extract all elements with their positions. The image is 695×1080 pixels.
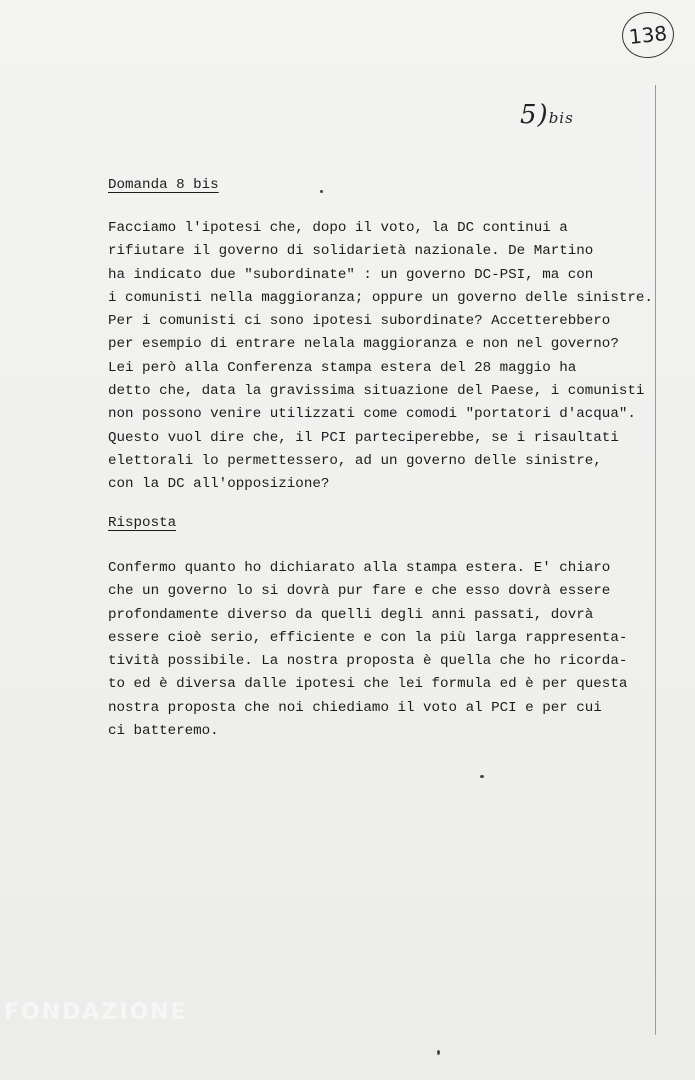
handwritten-note [520, 100, 574, 130]
text-line: Lei però alla Conferenza stampa estera del 28 maggio ha [108, 359, 577, 376]
text-line: nostra proposta che noi chiediamo il voto al PCI e per cui [108, 699, 602, 716]
speck [437, 1050, 440, 1055]
text-line: che un governo lo si dovrà pur fare e che esso dovrà essere [108, 583, 611, 600]
page-number-stamp [620, 9, 677, 60]
answer-paragraph [108, 557, 653, 743]
text-line: Questo vuol dire che, il PCI parteciperebbe, se i risaultati [108, 429, 619, 446]
text-line: i comunisti nella maggioranza; oppure un governo delle sinistre. [108, 289, 653, 306]
question-paragraph [108, 217, 653, 497]
text-line: Confermo quanto ho dichiarato alla stampa estera. E' chiaro [108, 560, 611, 576]
page-number: 138 [627, 21, 669, 49]
margin-rule [655, 85, 656, 1035]
question-heading: Domanda 8 bis [108, 177, 219, 193]
text-line: tività possibile. La nostra proposta è quella che ho ricorda- [108, 653, 628, 670]
text-line: profondamente diverso da quelli degli anni passati, dovrà [108, 606, 594, 623]
speck [480, 775, 484, 778]
text-line: ha indicato due "subordinate" : un governo DC-PSI, ma con [108, 266, 594, 283]
text-line: per esempio di entrare nelala maggioranza e non nel governo? [108, 336, 619, 353]
handwritten-note-main: 5) [520, 100, 549, 130]
text-line: detto che, data la gravissima situazione del Paese, i comunisti [108, 383, 645, 400]
text-line: essere cioè serio, efficiente e con la più larga rappresenta- [108, 629, 628, 646]
text-line: con la DC all'opposizione? [108, 476, 330, 493]
text-line: non possono venire utilizzati come comodi "portatori d'acqua". [108, 406, 636, 423]
answer-heading: Risposta [108, 515, 177, 531]
text-line: ci batteremo. [108, 723, 219, 740]
text-line: to ed è diversa dalle ipotesi che lei formula ed è per questa [108, 676, 628, 693]
text-line: Per i comunisti ci sono ipotesi subordinate? Accetterebbero [108, 313, 611, 330]
handwritten-note-suffix: bis [548, 109, 574, 127]
speck [320, 190, 323, 193]
text-line: Facciamo l'ipotesi che, dopo il voto, la DC continui a [108, 220, 568, 236]
text-line: elettorali lo permettessero, ad un governo delle sinistre, [108, 452, 602, 469]
text-line: rifiutare il governo di solidarietà nazionale. De Martino [108, 243, 594, 260]
watermark-text: FONDAZIONE [4, 1000, 188, 1025]
